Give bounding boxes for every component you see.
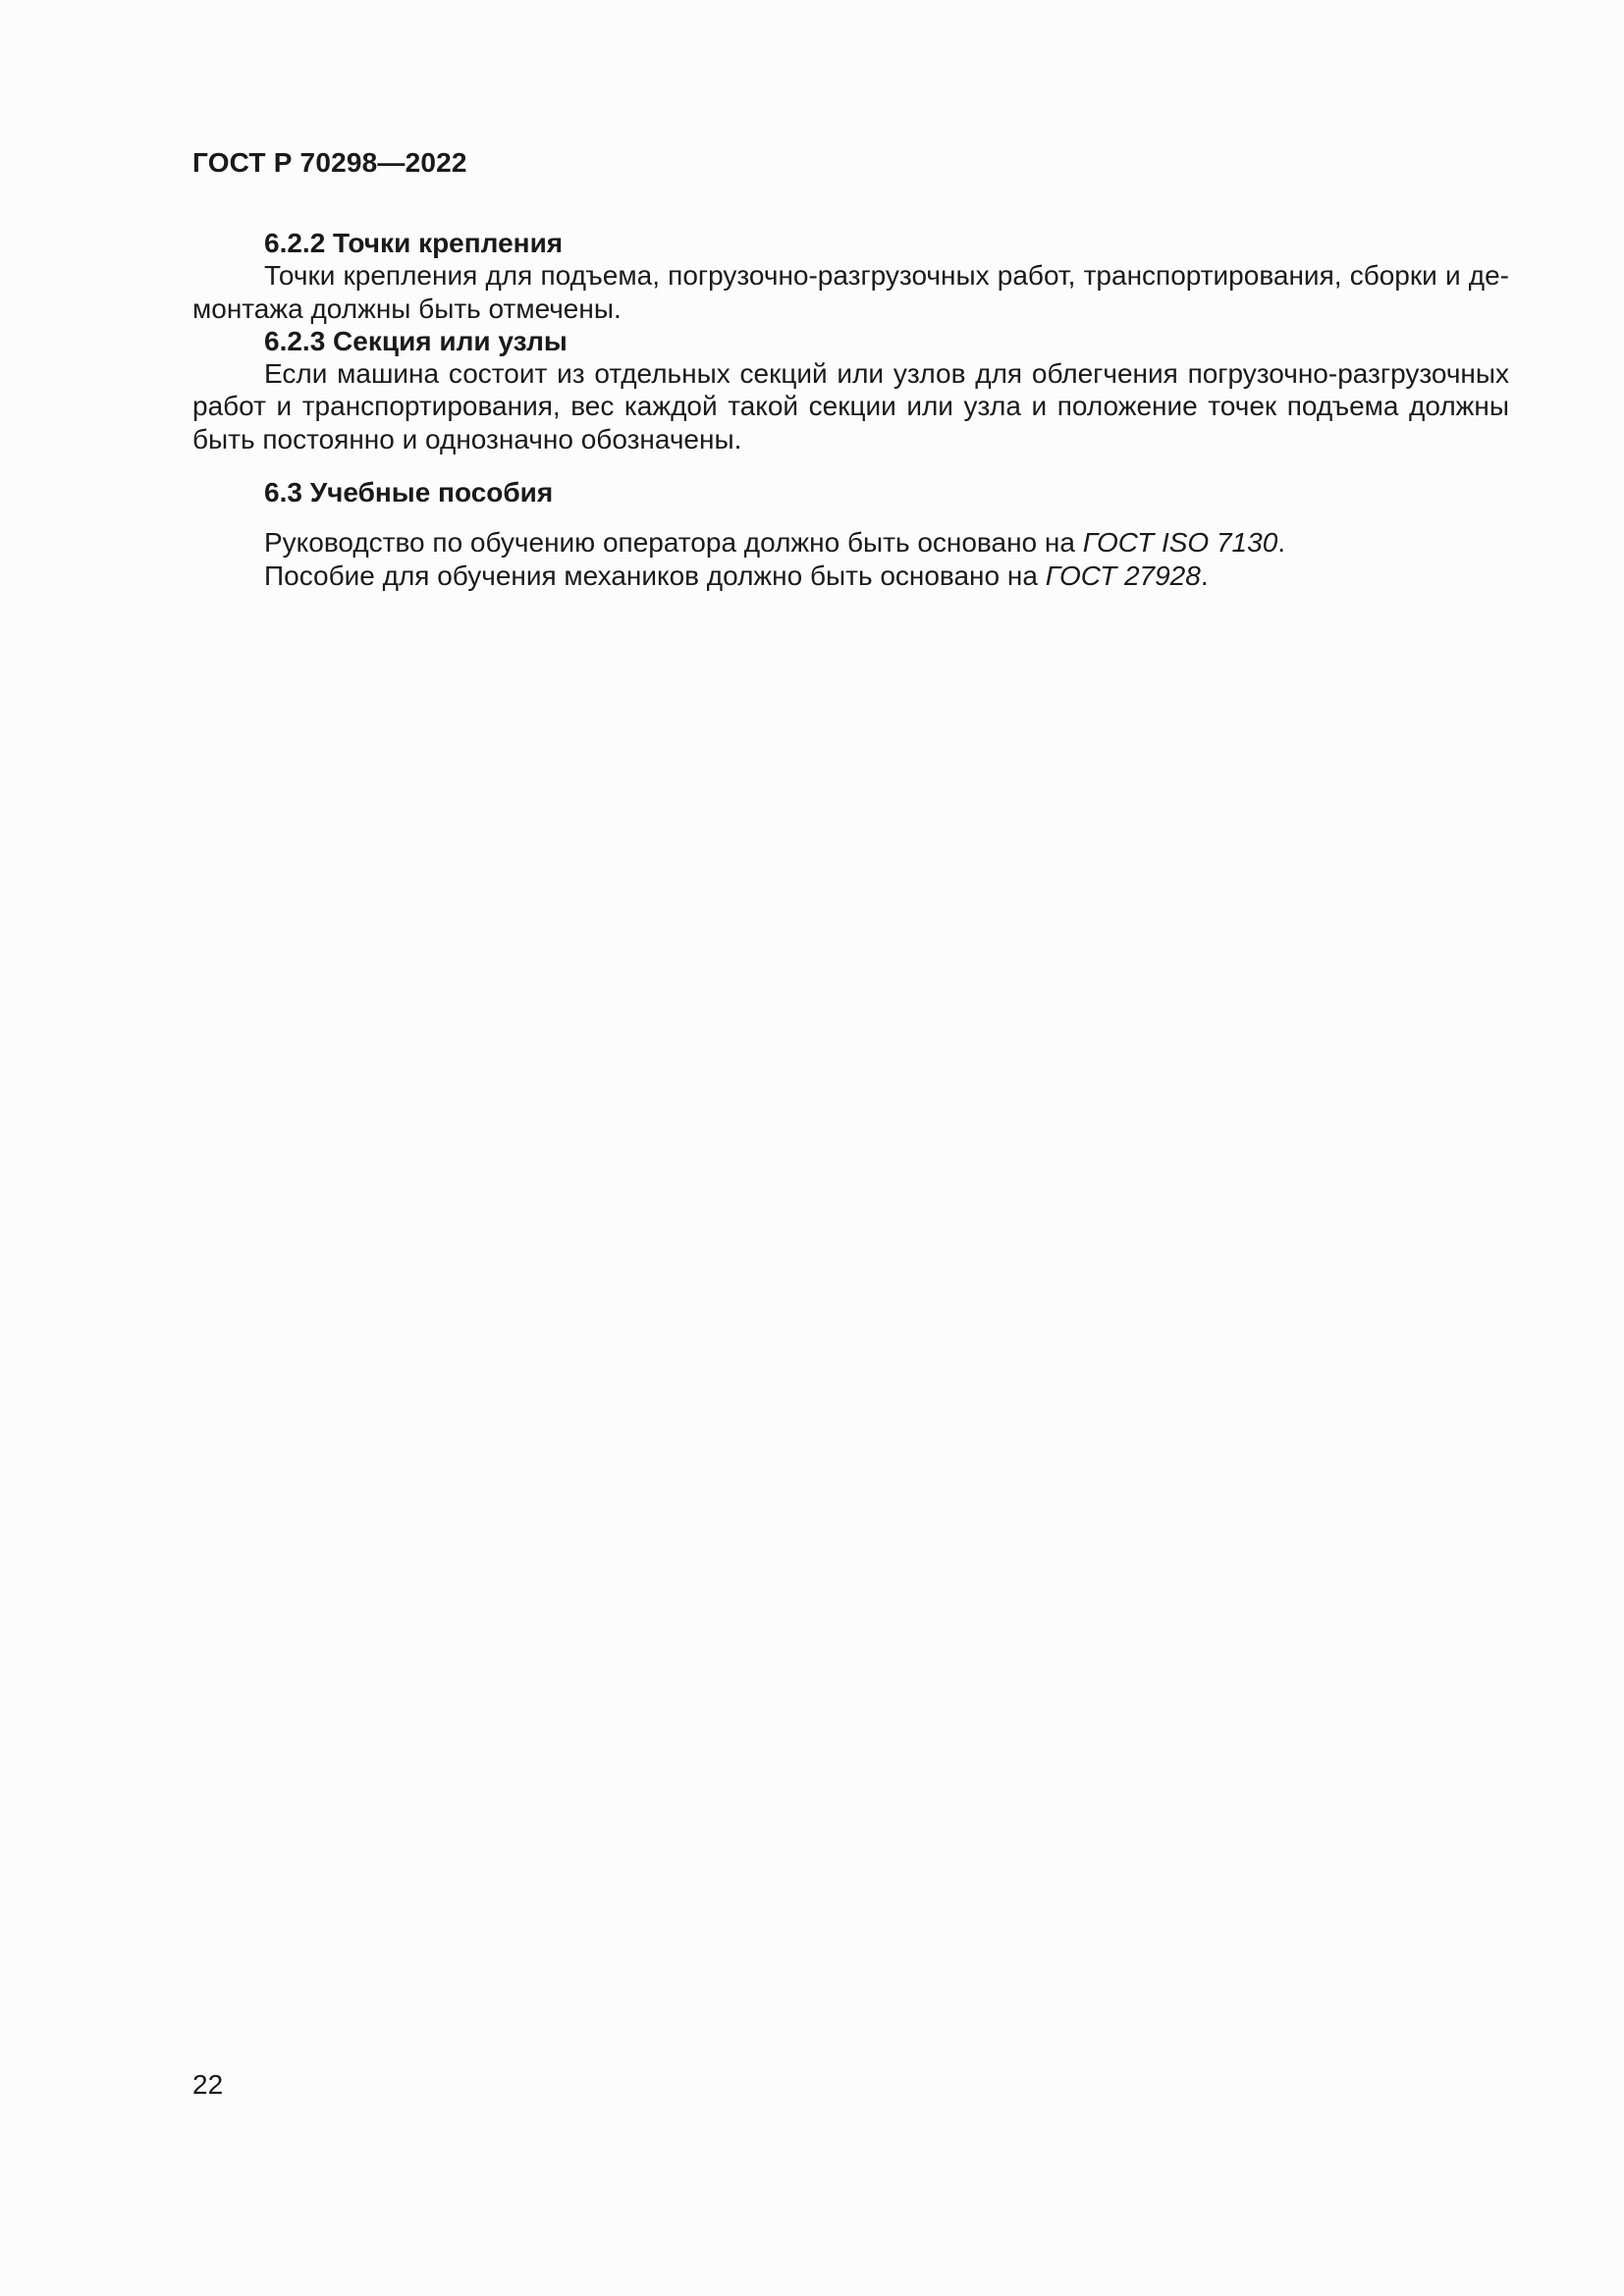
paragraph-line: монтажа должны быть отмечены. — [192, 293, 622, 324]
document-designation: ГОСТ Р 70298—2022 — [192, 147, 467, 178]
paragraph-text: . — [1277, 527, 1286, 559]
paragraph-line: работ и транспортирования, вес каждой такой секции или узла и положение точек подъема должны — [192, 391, 1509, 422]
section-heading-6-3: 6.3 Учебные пособия — [264, 477, 554, 508]
gost-reference: ГОСТ 27928 — [1045, 560, 1201, 591]
paragraph-text: . — [1200, 560, 1209, 591]
paragraph-line — [192, 526, 1509, 559]
page-number: 22 — [192, 2069, 224, 2100]
section-heading-6-2-2: 6.2.2 Точки крепления — [264, 228, 564, 258]
paragraph-text: Руководство по обучению оператора должно быть основано на — [264, 527, 1083, 559]
paragraph-line: Точки крепления для подъема, погрузочно-разгрузочных работ, транспортирования, сборки и де- — [264, 260, 1509, 292]
paragraph-line: быть постоянно и однозначно обозначены. — [192, 423, 742, 454]
paragraph-text: Пособие для обучения механиков должно быть основано на — [264, 560, 1046, 591]
gost-reference: ГОСТ ISO 7130 — [1082, 527, 1278, 559]
paragraph-line: Если машина состоит из отдельных секций или узлов для облегчения погрузочно-разгрузочных — [264, 358, 1509, 390]
paragraph-line — [192, 560, 1509, 592]
content-area — [192, 227, 1509, 592]
section-heading-6-2-3: 6.2.3 Секция или узлы — [264, 325, 568, 356]
